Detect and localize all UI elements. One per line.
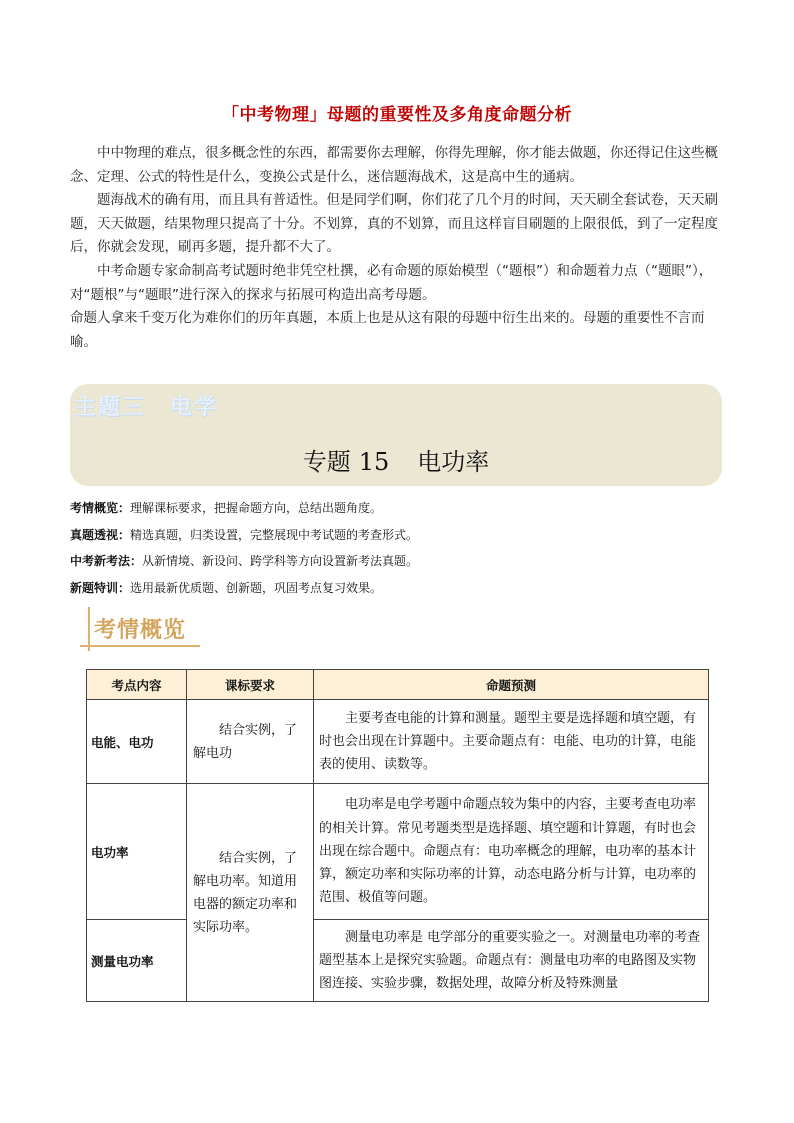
special-name: 电功率: [417, 448, 490, 476]
topic-label: 主题三: [74, 395, 147, 420]
table-row: [87, 784, 709, 920]
requirement-line: 解电功: [193, 745, 233, 761]
special-number: 15: [358, 448, 390, 476]
exam-overview-table: [86, 669, 709, 1002]
guide-item: [70, 578, 730, 605]
requirement-line: 结合实例，了: [219, 850, 298, 866]
table-row: [87, 920, 709, 1002]
requirement-line: 解电功率。知道用电器的额定功率和实际功率。: [193, 873, 298, 935]
section-heading: [80, 605, 204, 651]
prediction-cell: 测量电功率是 电学部分的重要实验之一。对测量电功率的考查题型基本上是探究实验题。命题点有：测量电功率的电路图及实物图连接、实验步骤，数据处理，故障分析及特殊测量: [314, 920, 709, 1002]
table-header-cell: 课标要求: [187, 670, 314, 700]
requirement-cell: [187, 784, 314, 1002]
guide-item-text: 从新情境、新设问、跨学科等方向设置新考法真题。: [142, 554, 419, 568]
guide-item-label: 新题特训：: [70, 580, 131, 595]
page-title: 「中考物理」母题的重要性及多角度命题分析: [222, 105, 572, 125]
intro-section: [70, 142, 730, 354]
table-header-cell: 考点内容: [87, 670, 187, 700]
table-row: [87, 700, 709, 784]
section-guide: [70, 498, 730, 604]
section-heading-text: 考情概览: [94, 618, 187, 643]
guide-item-label: 考情概览：: [70, 501, 131, 515]
point-cell: 电能、电功: [87, 700, 187, 784]
point-cell: 测量电功率: [87, 920, 187, 1002]
special-prefix: 专题: [302, 448, 351, 476]
table-header-cell: 命题预测: [314, 670, 709, 700]
prediction-cell: 主要考查电能的计算和测量。题型主要是选择题和填空题，有时也会出现在计算题中。主要命题点有：电能、电功的计算，电能表的使用、读数等。: [314, 700, 709, 784]
intro-paragraph: 命题人拿来千变万化为难你们的历年真题，本质上也是从这有限的母题中衍生出来的。母题的重要性不言而喻。: [70, 310, 705, 350]
intro-paragraph: 中中物理的难点，很多概念性的东西，都需要你去理解，你得先理解，你才能去做题，你还得记住这些概念、定理、公式的特性是什么，变换公式是什么，迷信题海战术，这是高中生的通病。: [70, 145, 718, 185]
guide-item-text: 精选真题，归类设置，完整展现中考试题的考查形式。: [130, 527, 419, 542]
guide-item-text: 理解课标要求，把握命题方向，总结出题角度。: [130, 501, 383, 515]
requirement-line: 结合实例，了: [219, 722, 298, 738]
table-header-row: [87, 670, 709, 700]
topic-heading: [74, 390, 218, 421]
requirement-cell: [187, 700, 314, 784]
point-cell: 电功率: [87, 784, 187, 920]
guide-item: [70, 551, 730, 578]
guide-item: [70, 525, 730, 552]
topic-banner: [70, 384, 722, 486]
intro-paragraph: 中考命题专家命制高考试题时绝非凭空杜撰，必有命题的原始模型（“题根”）和命题着力点（“题眼”），对“题根”与“题眼”进行深入的探求与拓展可构造出高考母题。: [70, 262, 713, 303]
special-topic-title: [70, 442, 722, 477]
guide-item: [70, 498, 730, 525]
guide-item-label: 中考新考法：: [70, 554, 143, 568]
intro-paragraph: 题海战术的确有用，而且具有普适性。但是同学们啊，你们花了几个月的时间，天天刷全套试卷，天天刷题，天天做题，结果物理只提高了十分。不划算，真的不划算，而且这样盲目刷题的上限很低，到了一定程度后，你就会发现，刷再多题，提升都不大了。: [70, 192, 718, 256]
prediction-cell: 电功率是电学考题中命题点较为集中的内容，主要考查电功率的相关计算。常见考题类型是选择题、填空题和计算题，有时也会出现在综合题中。命题点有：电功率概念的理解，电功率的基本计算，额定功率和实际功率的计算，动态电路分析与计算，电功率的范围、极值等问题。: [314, 784, 709, 920]
heading-horizontal-rule: [80, 645, 200, 647]
topic-name: 电学: [170, 395, 219, 420]
guide-item-text: 选用最新优质题、创新题，巩固考点复习效果。: [130, 580, 383, 595]
guide-item-label: 真题透视：: [70, 527, 131, 542]
